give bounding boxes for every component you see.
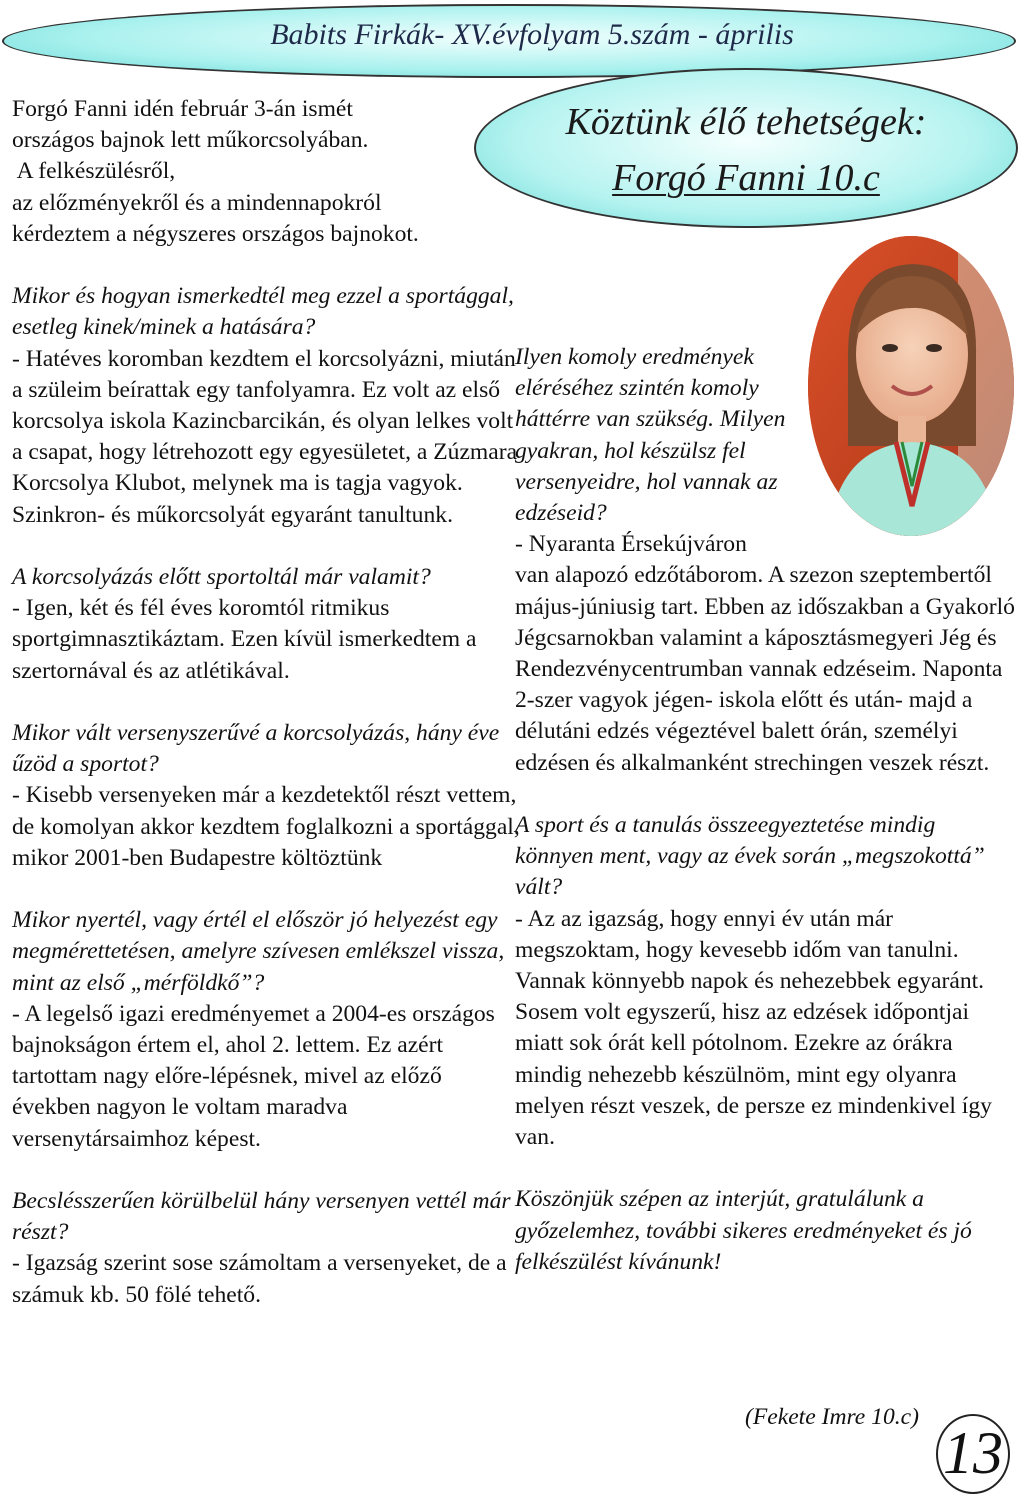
answer-1: - Hatéves koromban kezdtem el korcsolyázni, miután a szüleim beírattak egy tanfolyamra. Ez volt az első korcsolya iskola Kazincbarcikán, és olyan lelkes volt a csapat, hogy létrehozott egy egyesületet, a Zúzmara Korcsolya Klubot, melynek ma is tagja vagyok. Szinkron- és műkorcsolyát egyaránt tanultunk. [12,345,518,528]
answer-7: - Az az igazság, hogy ennyi év után már megszoktam, hogy kevesebb időm van tanulni. Vannak könnyebb napok és nehezebbek egyaránt. Sosem volt egyszerű, hisz az edzések időpontjai miatt sok órát kell pótolnom. Ezekre az órákra mindig nehezebb készülnöm, mint egy olyanra melyen részt veszek, de persze ez mindenkivel így van. [515,905,992,1151]
question-3: Mikor vált versenyszerűvé a korcsolyázás, hány éve űzöd a sportot? [12,720,500,778]
question-4: Mikor nyertél, vagy értél el először jó helyezést egy megmérettetésen, amelyre szívesen emlékszel vissza, mint az első „mérföldkő”? [12,907,505,996]
answer-3: - Kisebb versenyeken már a kezdetektől részt vettem, de komolyan akkor kezdtem foglalkozni a sportággal, mikor 2001-ben Budapestre költöztünk [12,782,520,871]
intro-line: kérdeztem a négyszeres országos bajnokot. [12,220,419,247]
header-title: Babits Firkák- XV.évfolyam 5.szám - április [270,18,794,51]
intro-line: országos bajnok lett műkorcsolyában. [12,127,369,154]
article-title-line2: Forgó Fanni 10.c [612,157,880,199]
intro-line: Forgó Fanni idén február 3-án ismét [12,96,353,122]
answer-5: - Igazság szerint sose számoltam a versenyeket, de a számuk kb. 50 fölé tehető. [12,1250,507,1308]
right-column [515,342,1015,1278]
answer-2: - Igen, két és fél éves koromtól ritmikus sportgimnasztikáztam. Ezen kívül ismerkedtem a szertornával és az atlétikával. [12,595,477,684]
answer-6-lead: - Nyaranta Érsekújváron [515,531,747,558]
answer-6: van alapozó edzőtáborom. A szezon szeptembertől május-júniusig tart. Ebben az időszakban a Gyakorló Jégcsarnokban valamint a káposztásmegyeri Jég és Rendezvénycentrumban vannak edzéseim. Naponta 2-szer vagyok jégen- iskola előtt és után- majd a délutáni edzés végeztével balett órán, személyi edzésen és alkalmanként strechingen veszek részt. [515,562,1015,776]
left-column [12,94,524,1311]
author-credit: (Fekete Imre 10.c) [745,1404,920,1430]
intro-line: A felkészülésről, [12,158,176,185]
answer-4: - A legelső igazi eredményemet a 2004-es országos bajnokságon értem el, ahol 2. lettem. Ez azért tartottam nagy előre-lépésnek, mivel az előző években nagyon le voltam maradva versenytársaimhoz képest. [12,1000,495,1152]
page-number: 13 [943,1420,1003,1486]
article-title-line1: Köztünk élő tehetségek: [565,101,927,143]
closing-remark: Köszönjük szépen az interjút, gratulálunk a győzelemhez, további sikeres eredményeket és jó felkészülést kívánunk! [515,1186,972,1275]
question-2: A korcsolyázás előtt sportoltál már valamit? [12,564,431,591]
question-7: A sport és a tanulás összeegyeztetése mindig könnyen ment, vagy az évek során „megszokottá” vált? [515,812,985,901]
question-5: Becslésszerűen körülbelül hány versenyen vettél már részt? [12,1188,511,1246]
question-6: Ilyen komoly eredmények eléréséhez szintén komoly háttérre van szükség. Milyen gyakran, hol készülsz fel versenyeidre, hol vannak az edzéseid? [515,344,786,527]
question-1: Mikor és hogyan ismerkedtél meg ezzel a sportággal, esetleg kinek/minek a hatására? [12,283,514,341]
intro-line: az előzményekről és a mindennapokról [12,189,382,216]
article-title-banner [474,68,1018,228]
